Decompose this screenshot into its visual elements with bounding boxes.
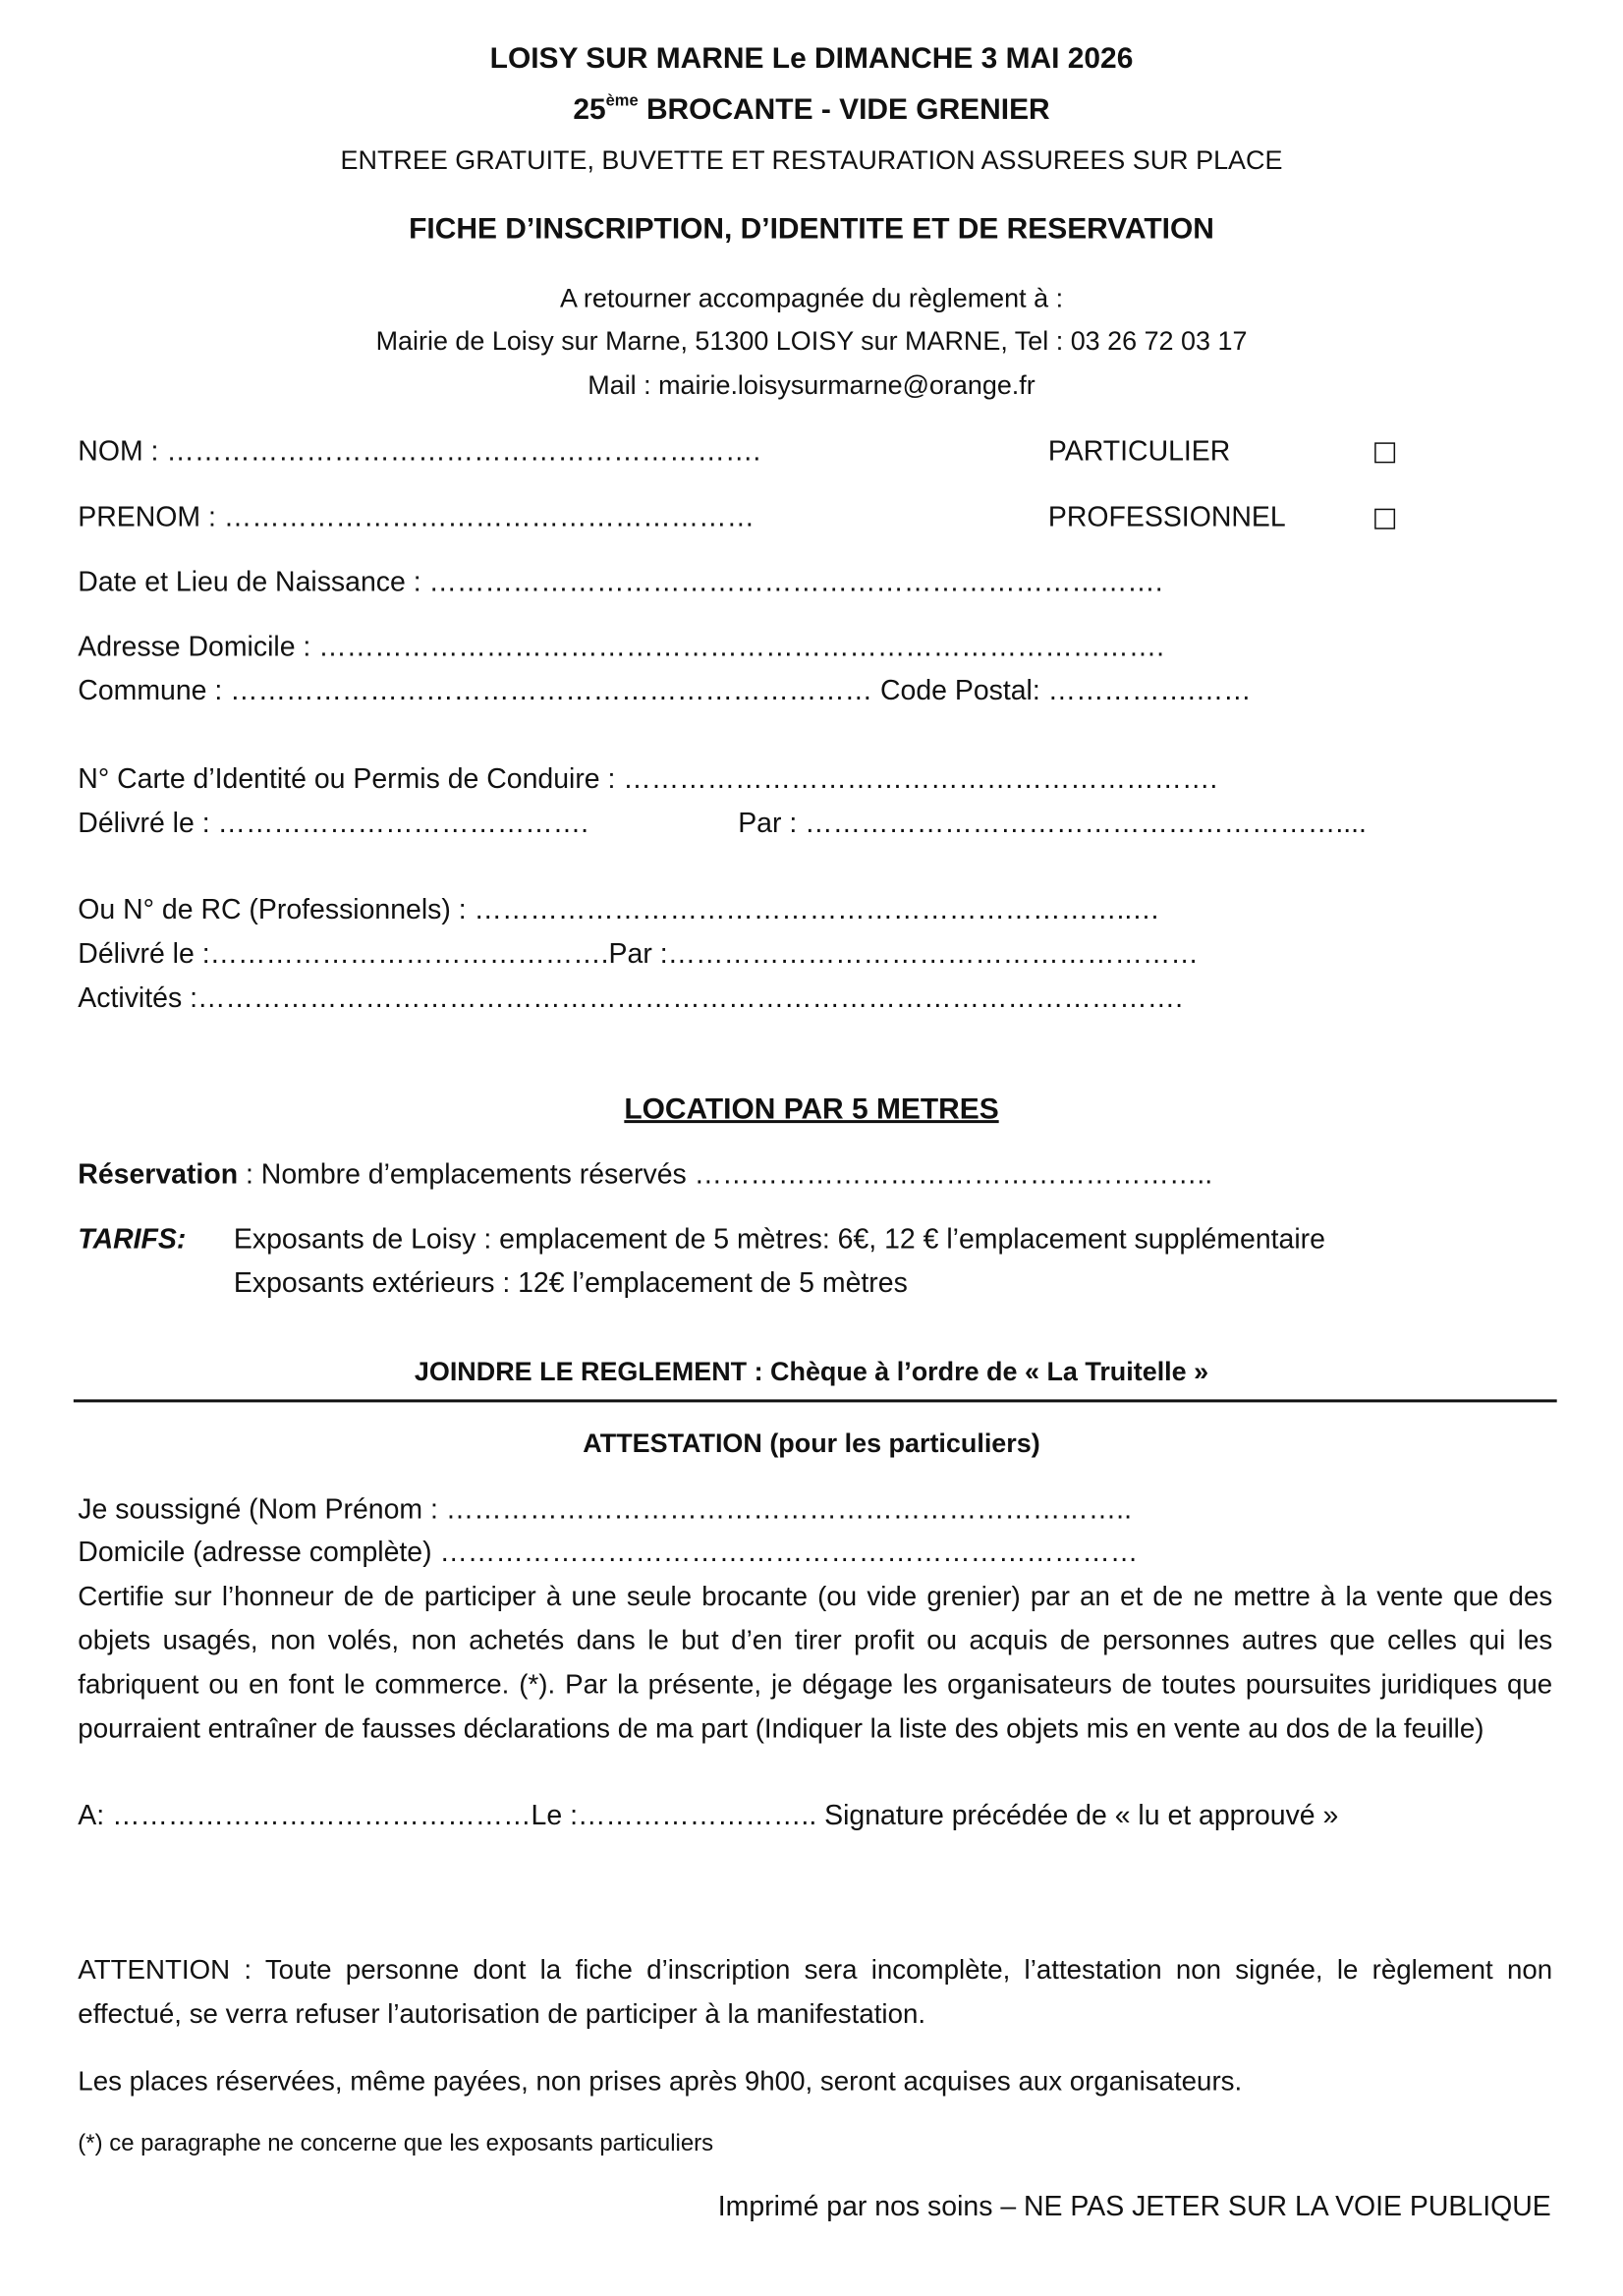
adresse-field[interactable]: Adresse Domicile : ……………………………………………………………………………….	[78, 632, 1165, 663]
rc-field[interactable]: Ou N° de RC (Professionnels) : ……………………………………………………………..…	[78, 895, 1160, 926]
event-amenities: ENTREE GRATUITE, BUVETTE ET RESTAURATION ASSUREES SUR PLACE	[340, 145, 1283, 176]
activites-field[interactable]: Activités :…………………………………………………………………………………………….	[78, 982, 1183, 1015]
attention-paragraph: ATTENTION : Toute personne dont la fiche d’inscription sera incomplète, l’attestation non signée, le règlement non effectué, se verra refuser l’autorisation de participer à la manifestation.	[78, 1953, 1553, 2029]
edition-superscript: ème	[605, 92, 639, 111]
payment-instruction: JOINDRE LE REGLEMENT : Chèque à l’ordre de « La Truitelle »	[414, 1356, 1209, 1386]
professionnel-label: PROFESSIONNEL	[1047, 502, 1286, 534]
delivre-le-field[interactable]: Délivré le : ………………………………….	[78, 808, 589, 840]
footnote: (*) ce paragraphe ne concerne que les exposants particuliers	[78, 2131, 714, 2156]
tarif-loisy: Exposants de Loisy : emplacement de 5 mètres: 6€, 12 € l’emplacement supplémentaire	[233, 1224, 1325, 1256]
carte-identite-field[interactable]: N° Carte d’Identité ou Permis de Conduire : ……………………………………………………….	[78, 764, 1218, 796]
return-instructions: A retourner accompagnée du règlement à :	[559, 283, 1064, 313]
mail-address: Mail : mairie.loisysurmarne@orange.fr	[588, 370, 1035, 400]
mairie-address: Mairie de Loisy sur Marne, 51300 LOISY sur MARNE, Tel : 03 26 72 03 17	[375, 326, 1248, 357]
reservation-field[interactable]	[78, 1160, 1212, 1193]
domicile-field[interactable]: Domicile (adresse complète) …………………………………………………………………	[78, 1538, 1139, 1569]
professionnel-checkbox[interactable]	[1374, 509, 1395, 530]
attestation-body: Certifie sur l’honneur de de participer à une seule brocante (ou vide grenier) par an et de ne mettre à la vente que des objets usagés, non volés, non achetés dans le but d’en tirer profit ou acquis de personnes autres que celles qui les fabriquent ou en font le commerce. (*). Par la présente, je dégage les organisateurs de toutes poursuites juridiques que pourraient entraîner de fausses déclarations de ma part (Indiquer la liste des objets mis en vente au dos de la feuille)	[78, 1580, 1553, 1744]
event-title: LOISY SUR MARNE Le DIMANCHE 3 MAI 2026	[489, 42, 1134, 76]
delivre-par-field[interactable]: Par : …………………………………………………....	[738, 808, 1367, 840]
printed-notice: Imprimé par nos soins – NE PAS JETER SUR LA VOIE PUBLIQUE	[717, 2191, 1551, 2223]
nom-field[interactable]: NOM : ……………………………………………………….	[78, 436, 761, 468]
soussigne-field[interactable]: Je soussigné (Nom Prénom : ………………………………………………………………..	[78, 1494, 1132, 1527]
prenom-field[interactable]: PRENOM : …………………………………………………	[78, 502, 756, 534]
particulier-checkbox[interactable]	[1374, 442, 1395, 463]
particulier-label: PARTICULIER	[1047, 436, 1231, 468]
location-title: LOCATION PAR 5 METRES	[624, 1093, 999, 1127]
naissance-field[interactable]: Date et Lieu de Naissance : …………………………………………………………………….	[78, 567, 1163, 598]
places-notice: Les places réservées, même payées, non prises après 9h00, seront acquises aux organisateurs.	[78, 2065, 1243, 2097]
commune-field[interactable]: Commune : …………………………………………………………… Code Postal: …………….……	[78, 676, 1252, 707]
attestation-title: ATTESTATION (pour les particuliers)	[583, 1428, 1040, 1459]
reservation-dots: : Nombre d’emplacements réservés ………………………………………………..	[238, 1159, 1213, 1191]
section-divider	[74, 1399, 1557, 1402]
rc-delivre-field[interactable]: Délivré le :…………………………………….Par :…………………………………………………	[78, 939, 1199, 971]
event-type: BROCANTE - VIDE GRENIER	[638, 93, 1050, 127]
form-title: FICHE D’INSCRIPTION, D’IDENTITE ET DE RESERVATION	[409, 212, 1214, 246]
event-subtitle	[0, 94, 1623, 128]
tarif-exterieurs: Exposants extérieurs : 12€ l’emplacement de 5 mètres	[233, 1268, 908, 1300]
signature-line[interactable]: A: ………………………………………Le :…………………….. Signature précédée de « lu et approuvé »	[78, 1800, 1339, 1832]
reservation-label: Réservation	[78, 1159, 239, 1191]
tarifs-label: TARIFS:	[78, 1224, 187, 1256]
edition-number: 25	[573, 93, 606, 127]
